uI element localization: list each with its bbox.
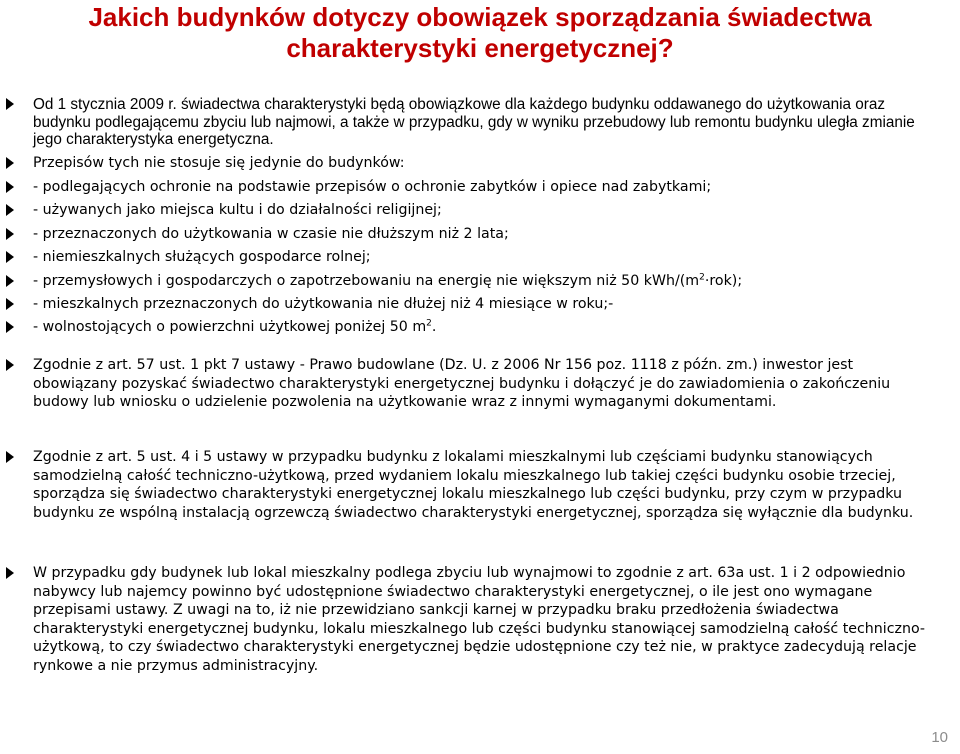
exclusion-item: [33, 318, 938, 337]
page-number: 10: [931, 729, 948, 746]
bullet-marker: [6, 298, 14, 310]
bullet-marker: [6, 251, 14, 263]
exclusions-heading: Przepisów tych nie stosuje się jedynie do budynków:: [33, 155, 405, 171]
exclusion-text-tail: .: [431, 319, 437, 335]
bullet-marker: [6, 204, 14, 216]
superscript: 2: [699, 272, 705, 283]
exclusion-item: - mieszkalnych przeznaczonych do użytkowania nie dłużej niż 4 miesiące w roku;-: [33, 296, 614, 312]
sale-paragraph: W przypadku gdy budynek lub lokal mieszkalny podlega zbyciu lub wynajmowi to zgodnie z art. 63a ust. 1 i 2 odpowiednio nabywcy lub najemcy powinno być udostępnione świadectwo charakterystyki energetycznej, o ile jest ono wymagane przepisami ustawy. Z uwagi na to, iż nie przewidziano sankcji karnej w przypadku braku przedłożenia świadectwa charakterystyki energetycznej budynku, lokalu mieszkalnego lub części budynku stanowiącej samodzielną całość techniczno-użytkową, to czy świadectwo charakterystyki energetycznej będzie udostępnione czy też nie, w praktyce zadecydują relacje rynkowe a nie przymus administracyjny.: [33, 565, 926, 674]
art5-paragraph: Zgodnie z art. 5 ust. 4 i 5 ustawy w przypadku budynku z lokalami mieszkalnymi lub częściami budynku stanowiących samodzielną całość techniczno-użytkową, przed wydaniem lokalu mieszkalnego lub takiej części budynku osobie trzeciej, sporządza się świadectwo charakterystyki energetycznej lokalu mieszkalnego lub części budynku, przy czym w przypadku budynku ze wspólną instalacją ogrzewczą świadectwo charakterystyki energetycznej, sporządza się wyłącznie dla budynku.: [33, 449, 914, 521]
bullet-marker: [6, 228, 14, 240]
intro-paragraph: Od 1 stycznia 2009 r. świadectwa charakterystyki będą obowiązkowe dla każdego budynku oddawanego do użytkowania oraz budynku podlegającemu zbyciu lub najmowi, a także w przypadku, gdy w wyniku przebudowy lub remontu budynku uległa zmianie jego charakterystyka energetyczna.: [33, 96, 915, 148]
bullet-marker: [6, 359, 14, 371]
exclusion-item: [33, 272, 938, 291]
exclusion-text-tail: ·rok);: [704, 273, 743, 289]
bullet-marker: [6, 98, 14, 110]
bullet-marker: [6, 567, 14, 579]
exclusion-item: - używanych jako miejsca kultu i do działalności religijnej;: [33, 202, 442, 218]
slide-title: Jakich budynków dotyczy obowiązek sporządzania świadectwa charakterystyki energetycznej?: [88, 2, 872, 63]
bullet-marker: [6, 451, 14, 463]
exclusion-text: - przemysłowych i gospodarczych o zapotrzebowaniu na energię nie większym niż 50 kWh/(m: [33, 273, 700, 289]
bullet-marker: [6, 321, 14, 333]
bullet-marker: [6, 181, 14, 193]
superscript: 2: [426, 318, 432, 329]
exclusion-item: - podlegających ochronie na podstawie przepisów o ochronie zabytków i opiece nad zabytkami;: [33, 179, 712, 195]
art57-paragraph: Zgodnie z art. 57 ust. 1 pkt 7 ustawy - Prawo budowlane (Dz. U. z 2006 Nr 156 poz. 1118 z późn. zm.) inwestor jest obowiązany pozyskać świadectwo charakterystyki energetycznej budynku i dołączyć je do zawiadomienia o zakończeniu budowy lub wniosku o udzielenie pozwolenia na użytkowanie wraz z innymi wymaganymi dokumentami.: [33, 357, 891, 410]
exclusion-text: - wolnostojących o powierzchni użytkowej poniżej 50 m: [33, 319, 427, 335]
exclusion-item: - niemieszkalnych służących gospodarce rolnej;: [33, 249, 371, 265]
bullet-marker: [6, 275, 14, 287]
exclusion-item: - przeznaczonych do użytkowania w czasie nie dłuższym niż 2 lata;: [33, 226, 509, 242]
bullet-marker: [6, 157, 14, 169]
